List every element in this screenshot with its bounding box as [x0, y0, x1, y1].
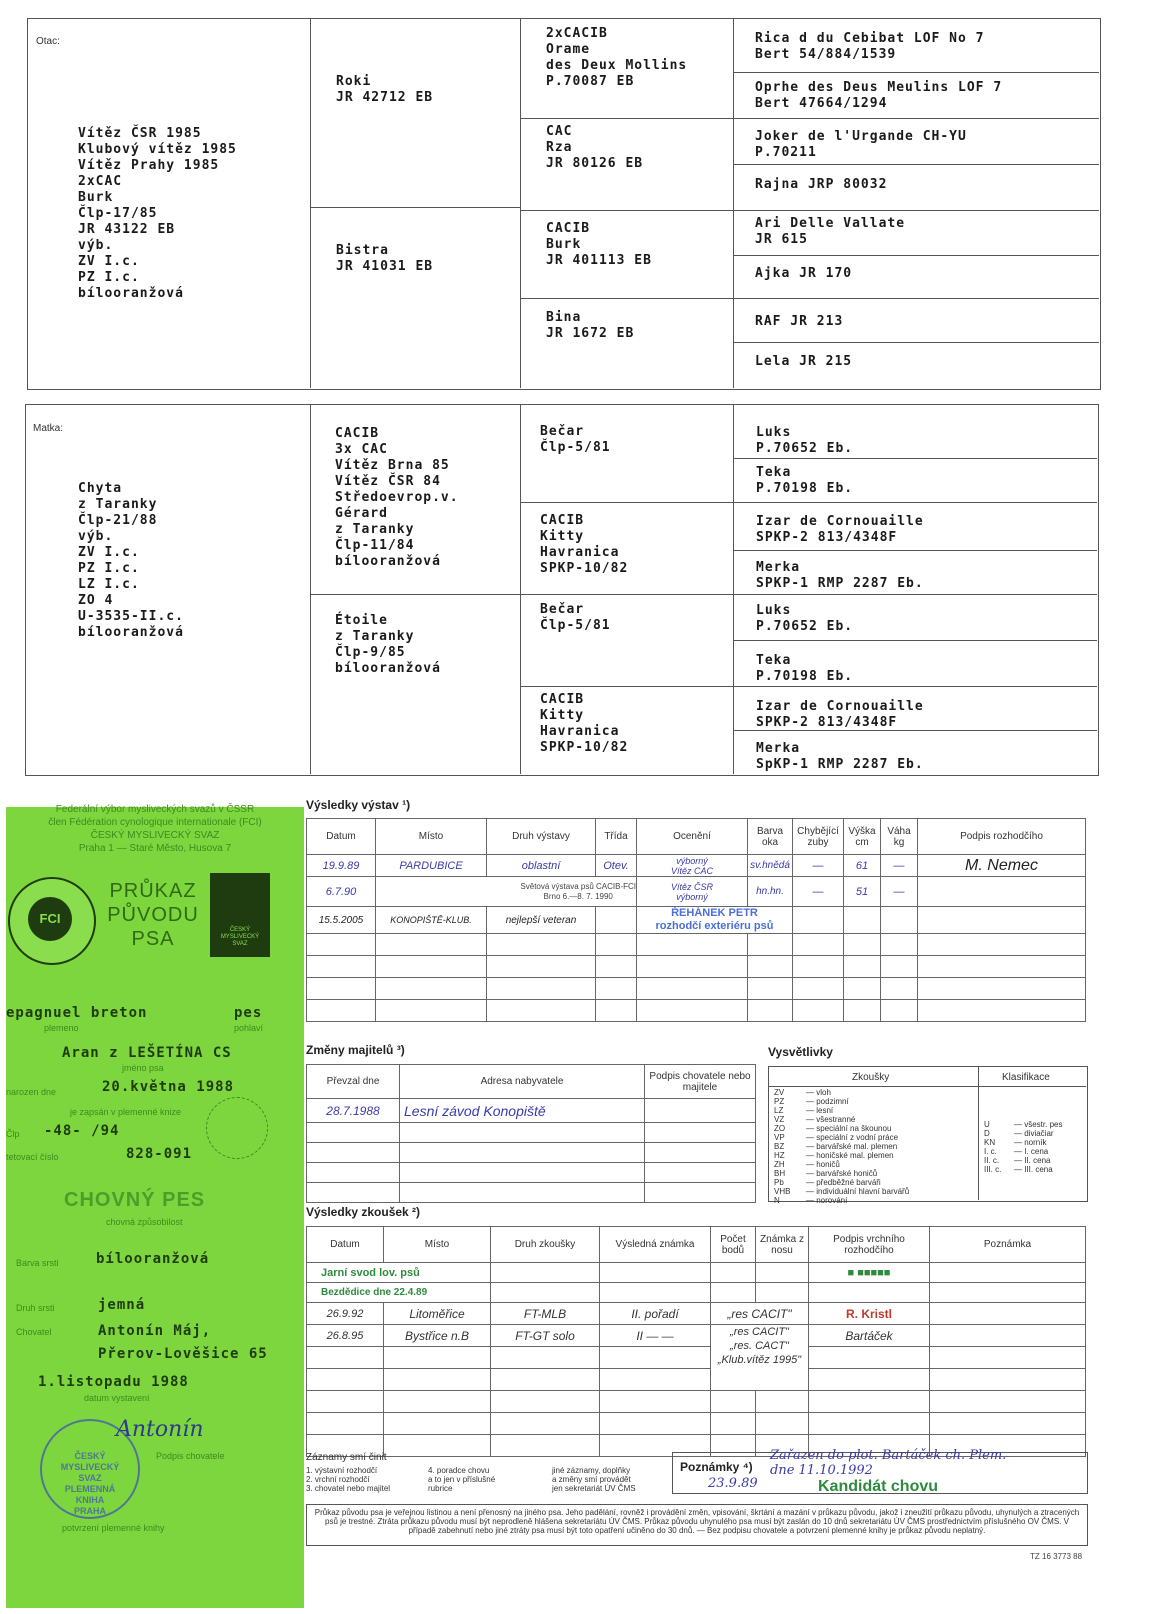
divider [733, 640, 1097, 641]
col-header: Váha kg [881, 819, 918, 855]
dam-mother: Étoile z Taranky Člp-9/85 bílooranžová [335, 613, 441, 676]
sire-father: Roki JR 42712 EB [336, 74, 434, 105]
records-col1: 1. výstavní rozhodčí 2. vrchní rozhodčí 3. chovatel nebo majitel [306, 1466, 391, 1493]
col-header: Druh výstavy [487, 819, 596, 855]
col-header: Podpis vrchního rozhodčího [809, 1227, 930, 1263]
cell: Lesní závod Konopiště [400, 1099, 645, 1123]
dam-ggg-4: Merka SPKP-1 RMP 2287 Eb. [756, 560, 924, 591]
dam-gg-3: Bečar Člp-5/81 [540, 602, 611, 633]
divider [733, 686, 1097, 687]
cell: Jarní svod lov. psů [307, 1263, 491, 1283]
col-header: Převzal dne [307, 1065, 400, 1099]
breed-caption: plemeno [44, 1023, 79, 1033]
divider [310, 594, 520, 595]
divider [733, 404, 734, 774]
dam-father: CACIB 3x CAC Vítěz Brna 85 Vítěz ČSR 84 Středoevrop.v. Gérard z Taranky Člp-11/84 bílooranžová [335, 426, 459, 569]
fci-text: FCI [39, 911, 61, 926]
table-row [307, 1325, 1086, 1347]
cell: „res CACIT" [711, 1303, 809, 1325]
sire-ggg-2: Oprhe des Deus Meulins LOF 7 Bert 47664/1294 [755, 80, 1003, 111]
sire-gg-4: Bina JR 1672 EB [546, 310, 635, 341]
cell: „res CACIT" „res. CACT" „Klub.vítěz 1995" [711, 1325, 809, 1391]
divider [733, 342, 1099, 343]
cell: II. pořadí [600, 1303, 711, 1325]
cell [918, 877, 1086, 907]
legend-title: Vysvětlivky [768, 1045, 833, 1059]
dam-ggg-3: Izar de Cornouaille SPKP-2 813/4348F [756, 514, 924, 545]
cell: FT-MLB [491, 1303, 600, 1325]
cell: Bezdědice dne 22.4.89 [307, 1283, 491, 1303]
cell: sv.hnědá [748, 855, 793, 877]
divider [310, 18, 311, 388]
table-row [307, 855, 1086, 877]
dam-info: Chyta z Taranky Člp-21/88 výb. ZV I.c. PZ I.c. LZ I.c. ZO 4 U-3535-II.c. bílooranžová [78, 481, 184, 640]
breeding-caption: chovná způsobilost [106, 1217, 183, 1227]
name-caption: jméno psa [122, 1063, 164, 1073]
dog-name: Aran z LEŠETÍNA CS [62, 1045, 232, 1061]
records-col2: 4. poradce chovu a to jen v příslušné rubrice [428, 1466, 496, 1493]
born-date: 20.května 1988 [102, 1079, 235, 1095]
org-text: Federální výbor mysliveckých svazů v ČSSR člen Fédération cynologique internationale (FCI) ČESKÝ MYSLIVECKÝ SVAZ Praha 1 — Staré Město, Husova 7 [48, 804, 262, 854]
legend-class-abbr: U D KN I. c. II. c. III. c. [984, 1120, 1002, 1174]
divider [733, 298, 1099, 299]
divider [733, 255, 1099, 256]
candidate-stamp: Kandidát chovu [818, 1478, 939, 1495]
divider [520, 118, 733, 119]
matka-label: Matka: [33, 423, 64, 434]
cell: 26.8.95 [307, 1325, 384, 1347]
divider [520, 594, 733, 595]
sire-ggg-4: Rajna JRP 80032 [755, 177, 888, 192]
owners-title: Změny majitelů ³) [306, 1043, 405, 1057]
table-row [307, 1303, 1086, 1325]
otac-label: Otac: [36, 36, 60, 47]
stamp-text: ČESKÝ MYSLIVECKÝ SVAZ PLEMENNÁ KNIHA PRAHA [60, 1451, 120, 1516]
remarks-handwriting: Zařazen do plot. Bartáček ch. Plem. dne 11.10.1992 [770, 1448, 1007, 1478]
dam-gg-4: CACIB Kitty Havranica SPKP-10/82 [540, 692, 629, 755]
legend-meanings: — vloh — podzimní — lesní — všestranné — speciální na škounou — speciální z vodní práce — barvářské mal. plemen — honičské mal. plemen — honičů — barvářské honičů — předběžné barváři — individuální hlavní barvářů — norování [806, 1088, 910, 1205]
breeder-signature: Antonín [116, 1417, 204, 1442]
shows-title: Výsledky výstav ¹) [306, 798, 411, 812]
divider [520, 404, 521, 774]
sire-ggg-6: Ajka JR 170 [755, 266, 853, 281]
col-header: Podpis chovatele nebo majitele [645, 1065, 756, 1099]
cell: Bystřice n.B [384, 1325, 491, 1347]
stamp-cell [637, 907, 793, 934]
sire-ggg-3: Joker de l'Urgande CH-YU P.70211 [755, 129, 967, 160]
col-header: Výsledná známka [600, 1227, 711, 1263]
sex-caption: pohlaví [234, 1023, 264, 1033]
divider [733, 210, 1099, 211]
sire-info: Vítěz ČSR 1985 Klubový vítěz 1985 Vítěz Prahy 1985 2xCAC Burk Člp-17/85 JR 43122 EB výb. ZV I.c. PZ I.c. bílooranžová [78, 126, 237, 301]
cell: nejlepší veteran [487, 907, 596, 934]
col-header: Místo [384, 1227, 491, 1263]
divider [768, 1086, 1086, 1087]
cell: výborný Vítěz CAC [637, 855, 748, 877]
legend-col2: Klasifikace [1002, 1072, 1050, 1083]
certificate-cover [6, 804, 304, 1608]
cell [844, 907, 881, 934]
color-caption: Barva srsti [16, 1258, 59, 1268]
col-header: Datum [307, 1227, 384, 1263]
owners-table [306, 1064, 756, 1203]
cell: 15.5.2005 [307, 907, 376, 934]
cell: R. Kristl [809, 1303, 930, 1325]
divider [733, 502, 1097, 503]
cell: FT-GT solo [491, 1325, 600, 1347]
dam-ggg-5: Luks P.70652 Eb. [756, 603, 854, 634]
records-title: Záznamy smí činit [306, 1452, 387, 1463]
cell: 6.7.90 [307, 877, 376, 907]
col-header: Barva oka [748, 819, 793, 855]
legend-class-meanings: — všestr. pes — diviačiar — norník — I. cena — II. cena — III. cena [1014, 1120, 1063, 1174]
breeder: Antonín Máj, Přerov-Lověšice 65 [98, 1323, 268, 1362]
records-col3: jiné záznamy, doplňky a změny smí provádět jen sekretariát ÚV ČMS [552, 1466, 636, 1493]
sire-gg-1: 2xCACIB Orame des Deux Mollins P.70087 EB [546, 26, 688, 89]
cell [918, 907, 1086, 934]
fci-logo [8, 877, 96, 965]
divider [733, 164, 1099, 165]
col-header: Místo [376, 819, 487, 855]
divider [520, 686, 733, 687]
table-row [307, 1263, 1086, 1283]
cell: Otev. [596, 855, 637, 877]
cell: 51 [844, 877, 881, 907]
born-caption: narozen dne [6, 1087, 57, 1097]
cell [881, 907, 918, 934]
coat-caption: Druh srsti [16, 1303, 55, 1313]
cell: Vítěz ČSR výborný [637, 877, 748, 907]
tattoo-number: 828-091 [126, 1146, 193, 1162]
exams-table [306, 1226, 1086, 1457]
remarks-date: 23.9.89 [708, 1476, 758, 1491]
divider [733, 594, 1097, 595]
cell: 19.9.89 [307, 855, 376, 877]
dam-ggg-7: Izar de Cornouaille SPKP-2 813/4348F [756, 699, 924, 730]
cell: — [793, 855, 844, 877]
cell: 28.7.1988 [307, 1099, 400, 1123]
certificate-title: PRŮKAZ PŮVODU PSA [107, 880, 199, 950]
divider [520, 298, 733, 299]
sire-gg-3: CACIB Burk JR 401113 EB [546, 221, 652, 268]
cell [645, 1099, 756, 1123]
sire-ggg-7: RAF JR 213 [755, 314, 844, 329]
col-header: Známka z nosu [756, 1227, 809, 1263]
cell: KONOPIŠTĚ-KLUB. [376, 907, 487, 934]
table-row [307, 877, 1086, 907]
divider [733, 18, 734, 388]
cms-logo-text: ČESKÝ MYSLIVECKÝ SVAZ [220, 927, 260, 947]
dam-ggg-1: Luks P.70652 Eb. [756, 425, 854, 456]
divider [733, 550, 1097, 551]
coat-color: bílooranžová [96, 1251, 210, 1267]
cell [596, 907, 637, 934]
sire-ggg-8: Lela JR 215 [755, 354, 853, 369]
divider [520, 502, 733, 503]
col-header: Výška cm [844, 819, 881, 855]
dam-gg-1: Bečar Člp-5/81 [540, 424, 611, 455]
dam-ggg-8: Merka SpKP-1 RMP 2287 Eb. [756, 741, 924, 772]
cell: 61 [844, 855, 881, 877]
sire-gg-2: CAC Rza JR 80126 EB [546, 124, 644, 171]
dam-ggg-2: Teka P.70198 Eb. [756, 465, 854, 496]
divider [733, 72, 1099, 73]
remarks-label: Poznámky ⁴) [680, 1460, 753, 1474]
clp-caption: Člp [6, 1129, 20, 1139]
legend-abbr: ZV PZ LZ VZ ZO VP BZ HZ ZH BH Pb VHB N [774, 1088, 791, 1205]
sire-ggg-5: Ari Delle Vallate JR 615 [755, 216, 906, 247]
cell: oblastní [487, 855, 596, 877]
table-row [307, 1283, 1086, 1303]
issue-caption: datum vystavení [84, 1393, 150, 1403]
coat-type: jemná [98, 1297, 146, 1313]
col-header: Třída [596, 819, 637, 855]
stamp-cell: ■ ■■■■■ [809, 1263, 930, 1283]
cell: PARDUBICE [376, 855, 487, 877]
table-row [307, 907, 1086, 934]
cell: — [881, 855, 918, 877]
tattoo-caption: tetovací číslo [6, 1152, 59, 1162]
divider [310, 404, 311, 774]
registered-caption: je zapsán v plemenné knize [70, 1107, 182, 1117]
cell: II — — [600, 1325, 711, 1347]
form-code: TZ 16 3773 88 [1030, 1552, 1083, 1561]
col-header: Poznámka [930, 1227, 1086, 1263]
judge-signature: Bartáček [809, 1325, 930, 1347]
sex: pes [234, 1005, 263, 1021]
breeder-sign-caption: Podpis chovatele [156, 1451, 225, 1461]
clp-stamp [206, 1097, 268, 1159]
judge-stamp: ŘEHÁNEK PETR rozhodčí exteriéru psů [655, 907, 774, 932]
breeding-status: CHOVNÝ PES [64, 1189, 206, 1211]
col-header: Adresa nabyvatele [400, 1065, 645, 1099]
legend-col1: Zkoušky [852, 1072, 890, 1083]
col-header: Chybějící zuby [793, 819, 844, 855]
breeder-caption: Chovatel [16, 1327, 52, 1337]
col-header: Datum [307, 819, 376, 855]
sire-ggg-1: Rica d du Cebibat LOF No 7 Bert 54/884/1539 [755, 31, 985, 62]
cell: — [881, 877, 918, 907]
clp-number: -48- /94 [44, 1123, 120, 1139]
stamp-cell [376, 877, 637, 907]
cell: Litoměřice [384, 1303, 491, 1325]
issue-date: 1.listopadu 1988 [38, 1374, 189, 1390]
col-header: Podpis rozhodčího [918, 819, 1086, 855]
cell: 26.9.92 [307, 1303, 384, 1325]
col-header: Počet bodů [711, 1227, 756, 1263]
col-header: Ocenění [637, 819, 748, 855]
shows-table [306, 818, 1086, 1022]
cell: — [793, 877, 844, 907]
divider [520, 210, 733, 211]
footer-text: Průkaz původu psa je veřejnou listinou a není přenosný na jiného psa. Jeho padělání, rovněž i provádění změn, vpisování, škrtání a mazání v průkazu původu, jakož i zneužití průkazu původu, uhynulých a ztracených psů je trestné. Ztráta průkazu původu musí být neprodleně hlášena sekretariátu ÚV ČMS. Průkaz původu uhynulého psa musí být zaslán do 10 dnů sekretariátu ÚV ČMS prostřednictvím příslušného OV ČMS. V případě zabehnutí nebo jiné ztráty psa musí být toto opatření učiněno do 30 dnů. — Bez podpisu chovatele a potvrzení plemenné knihy je průkaz původu neplatný. [314, 1508, 1080, 1535]
dam-ggg-6: Teka P.70198 Eb. [756, 653, 854, 684]
breed: epagnuel breton [6, 1005, 148, 1021]
divider [733, 118, 1099, 119]
divider [310, 207, 520, 208]
sire-mother: Bistra JR 41031 EB [336, 243, 434, 274]
dam-gg-2: CACIB Kitty Havranica SPKP-10/82 [540, 513, 629, 576]
cell [793, 907, 844, 934]
divider [733, 458, 1097, 459]
col-header: Druh zkoušky [491, 1227, 600, 1263]
book-caption: potvrzení plemenné knihy [62, 1523, 165, 1533]
table-row [307, 1099, 756, 1123]
cms-logo [210, 873, 270, 957]
show-stamp: Světová výstava psů CACIB-FCI Brno 6.—8. 7. 1990 [520, 881, 636, 901]
cell: M. Nemec [918, 855, 1086, 877]
cell: hn.hn. [748, 877, 793, 907]
exams-title: Výsledky zkoušek ²) [306, 1205, 421, 1219]
divider [520, 18, 521, 388]
